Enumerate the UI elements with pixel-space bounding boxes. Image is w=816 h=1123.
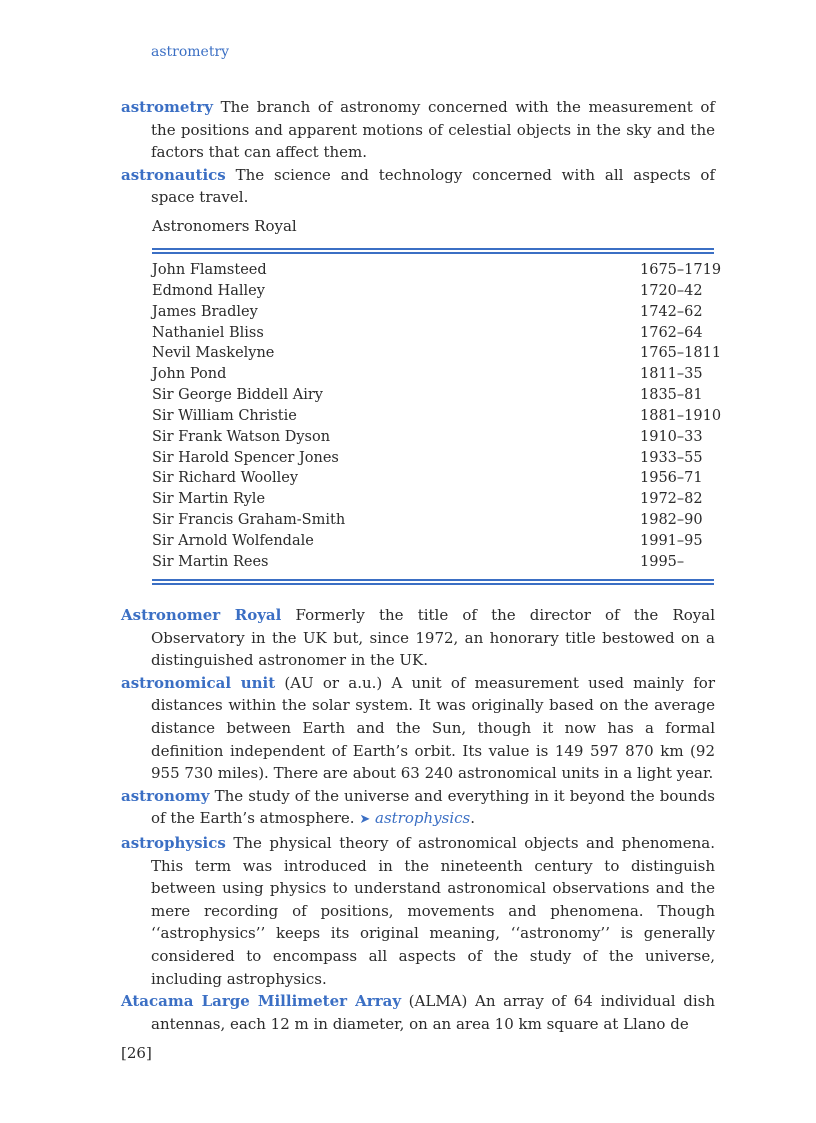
tenure-years: 1765–1811 [640, 345, 722, 362]
entry-astrometry [121, 96, 715, 164]
astronomer-name: Sir Martin Rees [152, 553, 269, 570]
cross-reference-link[interactable]: astrophysics [375, 809, 471, 828]
headword: Astronomer Royal [121, 606, 282, 624]
table-row [152, 427, 714, 448]
astronomers-royal-table [152, 216, 722, 585]
table-row [152, 531, 714, 552]
entry-alma [121, 990, 715, 1035]
astronomer-name: Sir Frank Watson Dyson [152, 428, 331, 445]
tenure-years: 1956–71 [640, 470, 703, 487]
headword: astrophysics [121, 833, 226, 852]
entries-top [121, 96, 715, 209]
page-number: [26] [121, 1044, 152, 1062]
table-row [152, 343, 722, 364]
table-body [152, 260, 722, 573]
tenure-years: 1982–90 [640, 512, 703, 529]
entry-astronautics [121, 164, 715, 209]
table-row [152, 385, 714, 406]
tenure-years: 1881–1910 [640, 407, 722, 424]
astronomer-name: Sir Francis Graham-Smith [152, 512, 346, 529]
astronomer-name: Nevil Maskelyne [152, 345, 275, 362]
tenure-years: 1991–95 [640, 532, 703, 549]
astronomer-name: Nathaniel Bliss [152, 324, 264, 341]
tenure-years: 1835–81 [640, 387, 703, 404]
table-row [152, 448, 714, 469]
definition: The study of the universe and everything in it beyond the bounds of the Earth’s atmosphere. [151, 786, 715, 828]
tenure-years: 1972–82 [640, 491, 703, 508]
entry-astronomer-royal [121, 604, 715, 672]
headword: astronomical unit [121, 673, 276, 692]
tenure-years: 1933–55 [640, 449, 703, 466]
astronomer-name: Sir Harold Spencer Jones [152, 449, 339, 466]
tenure-years: 1742–62 [640, 303, 703, 320]
astronomer-name: Sir Martin Ryle [152, 491, 266, 508]
astronomer-name: John Pond [152, 366, 227, 383]
table-row [152, 406, 722, 427]
table-row [152, 281, 714, 302]
tenure-years: 1762–64 [640, 324, 703, 341]
cross-reference-arrow-icon: ➤ [359, 812, 371, 828]
tenure-years: 1995– [640, 553, 685, 570]
tenure-years: 1675–1719 [640, 262, 722, 278]
entry-astrophysics [121, 832, 715, 990]
table-row [152, 552, 714, 573]
table-row [152, 260, 722, 281]
table-bottom-rule [152, 579, 714, 585]
table-row [152, 510, 714, 531]
headword: astronomy [121, 786, 210, 805]
astronomer-name: Sir George Biddell Airy [152, 387, 323, 404]
definition: (AU or a.u.) A unit of measurement used mainly for distances within the solar system. It was originally based on the average distance between Earth and the Sun, though it now has a formal definition independent of Earth’s orbit. Its value is 149 597 870 km (92 955 730 miles). There are about 63 240 astronomical units in a light year. [151, 673, 715, 783]
astronomer-name: James Bradley [152, 303, 258, 320]
tenure-years: 1910–33 [640, 428, 703, 445]
astronomer-name: John Flamsteed [152, 262, 267, 278]
definition: The branch of astronomy concerned with the measurement of the positions and apparent motions of celestial objects in the sky and the factors that can affect them. [151, 98, 715, 162]
entries-bottom [121, 604, 715, 1035]
definition: Formerly the title of the director of the Royal Observatory in the UK but, since 1972, an honorary title bestowed on a distinguished astronomer in the UK. [151, 606, 715, 670]
table-row [152, 364, 714, 385]
table-row [152, 323, 714, 344]
running-head: astrometry [151, 44, 230, 60]
headword: Atacama Large Millimeter Array [121, 992, 402, 1011]
table-row [152, 489, 714, 510]
table-title: Astronomers Royal [152, 217, 297, 235]
table-row [152, 468, 714, 489]
headword: astronautics [121, 165, 226, 184]
tenure-years: 1720–42 [640, 282, 703, 299]
definition-tail: . [470, 809, 475, 828]
headword: astrometry [121, 98, 213, 116]
tenure-years: 1811–35 [640, 366, 703, 383]
astronomer-name: Edmond Halley [152, 282, 265, 299]
definition: The science and technology concerned with all aspects of space travel. [151, 165, 715, 207]
definition: The physical theory of astronomical objects and phenomena. This term was introduced in the nineteenth century to distinguish between using physics to understand astronomical observations and the mere recording of positions, movements and phenomena. Though ‘‘astrophysics’’ keeps its original meaning, ‘‘astronomy’’ is generally considered to encompass all aspects of the study of the universe, including astrophysics. [151, 833, 715, 988]
astronomer-name: Sir William Christie [152, 407, 297, 424]
table-row [152, 302, 714, 323]
astronomer-name: Sir Richard Woolley [152, 470, 299, 487]
astronomer-name: Sir Arnold Wolfendale [152, 532, 314, 549]
definition: (ALMA) An array of 64 individual dish antennas, each 12 m in diameter, on an area 10 km square at Llano de [151, 992, 715, 1033]
entry-astronomy [121, 785, 715, 832]
table-top-rule [152, 248, 714, 254]
entry-astronomical-unit [121, 672, 715, 785]
